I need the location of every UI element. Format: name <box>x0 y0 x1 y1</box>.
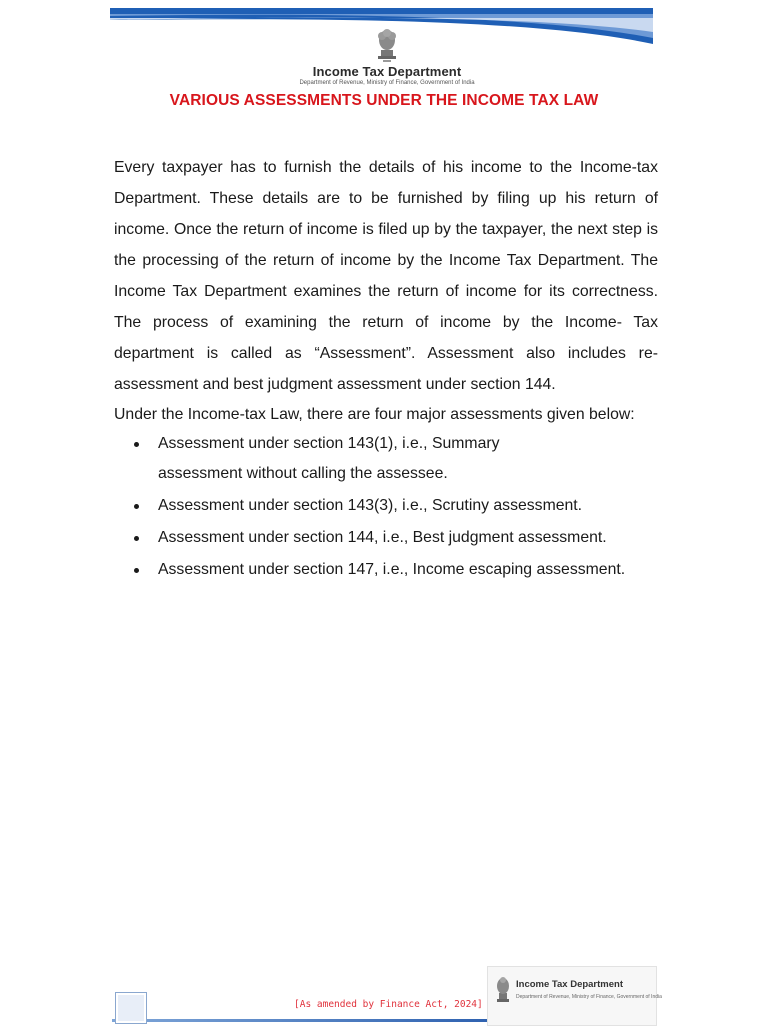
bullet-icon <box>134 536 139 541</box>
bullet-icon <box>134 504 139 509</box>
document-body <box>114 152 658 587</box>
department-header <box>262 26 512 86</box>
national-emblem-icon <box>372 26 402 62</box>
list-item: Assessment under section 147, i.e., Income escaping assessment. <box>114 555 658 585</box>
footer-logo <box>487 966 662 1026</box>
department-subtitle: Department of Revenue, Ministry of Finance, Government of India <box>299 80 475 86</box>
body-paragraph: Every taxpayer has to furnish the details of his income to the Income-tax Department. These details are to be furnished by filing up his return of income. Once the return of income is filed up by the taxpayer, the next step is the processing of the return of income by the Income Tax Department. The Income Tax Department examines the return of income for its correctness. The process of examining the return of income by the Income- Tax department is called as “Assessment”. Assessment also includes re-assessment and best judgment assessment under section 144. <box>114 159 658 393</box>
footer-rule <box>112 1019 487 1022</box>
list-item: Assessment under section 143(1), i.e., Summary assessment without calling the assessee. <box>114 429 550 489</box>
footer-emblem-icon <box>494 975 512 1005</box>
footer-note: [As amended by Finance Act, 2024] <box>294 999 483 1010</box>
assessments-intro: Under the Income-tax Law, there are four major assessments given below: <box>114 406 635 423</box>
footer-square <box>116 993 146 1023</box>
footer-department-subtitle: Department of Revenue, Ministry of Finance, Government of India <box>516 994 662 1000</box>
assessment-list <box>114 429 658 585</box>
document-title: VARIOUS ASSESSMENTS UNDER THE INCOME TAX LAW <box>169 92 599 109</box>
department-name: Income Tax Department <box>312 64 462 79</box>
bullet-icon <box>134 568 139 573</box>
list-item: Assessment under section 143(3), i.e., Scrutiny assessment. <box>114 491 658 521</box>
bullet-icon <box>134 442 139 447</box>
list-item: Assessment under section 144, i.e., Best judgment assessment. <box>114 523 658 553</box>
footer-department-name: Income Tax Department <box>516 979 623 990</box>
